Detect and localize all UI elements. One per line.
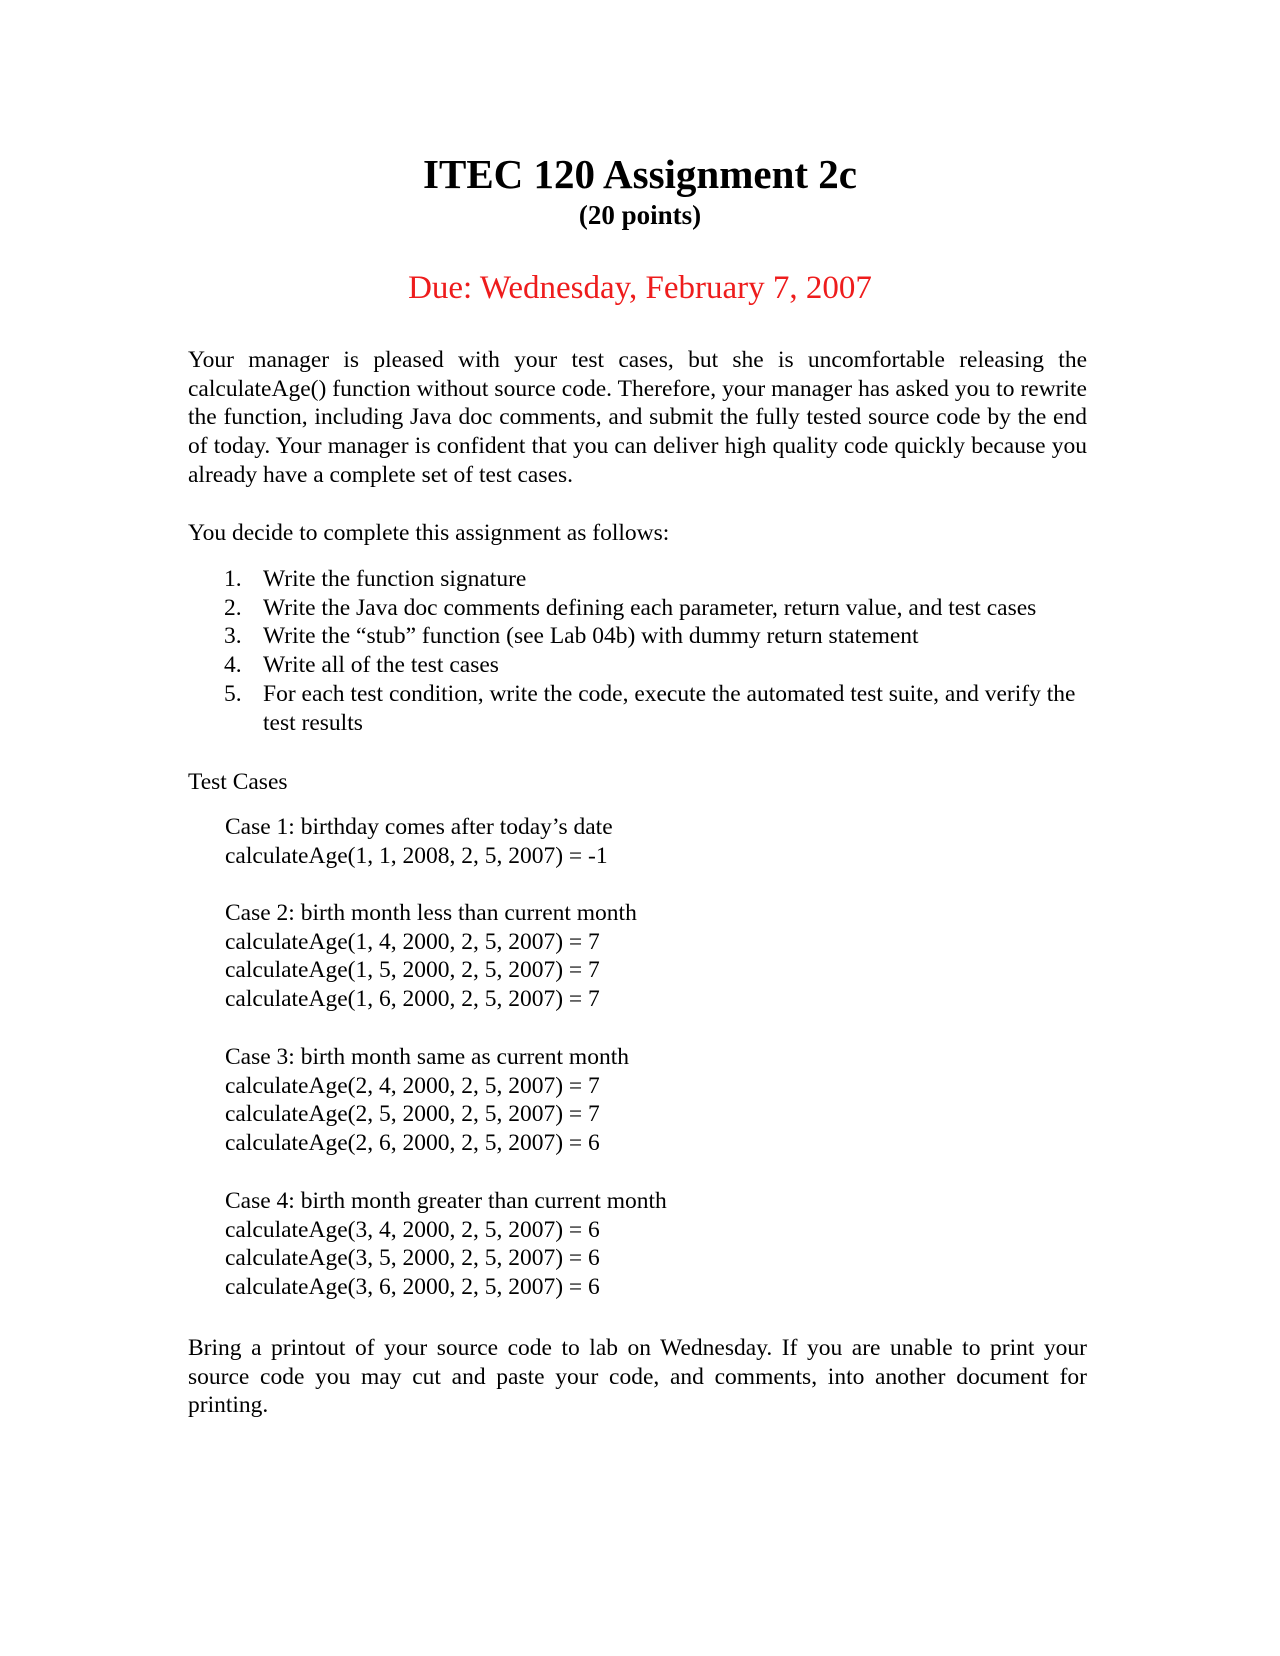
case-line: calculateAge(3, 5, 2000, 2, 5, 2007) = 6 — [225, 1245, 600, 1272]
test-cases-heading: Test Cases — [188, 769, 288, 795]
case-line: calculateAge(1, 5, 2000, 2, 5, 2007) = 7 — [225, 957, 600, 984]
step-number: 2. — [224, 594, 242, 621]
case-heading: Case 4: birth month greater than current month — [225, 1188, 667, 1214]
step-text: Write the Java doc comments defining each parameter, return value, and test cases — [263, 594, 1037, 621]
step-number: 5. — [224, 680, 242, 707]
case-heading: Case 3: birth month same as current month — [225, 1044, 629, 1070]
step-text: Write all of the test cases — [263, 652, 499, 679]
case-line: calculateAge(2, 6, 2000, 2, 5, 2007) = 6 — [225, 1130, 600, 1157]
step-item — [188, 594, 1088, 623]
intro-paragraph: Your manager is pleased with your test cases, but she is uncomfortable releasing the calculateAge() function without source code. Therefore, your manager has asked you to rewrite the function, including Java doc comments, and submit the fully tested source code by the end of today. Your manager is confident that you can deliver high quality code quickly because you already have a complete set of test cases. — [188, 347, 1087, 488]
closing-paragraph: Bring a printout of your source code to lab on Wednesday. If you are unable to print your source code you may cut and paste your code, and comments, into another document for printing. — [188, 1335, 1087, 1419]
decide-paragraph: You decide to complete this assignment as follows: — [188, 520, 670, 546]
step-number: 1. — [224, 566, 242, 592]
case-line: calculateAge(1, 4, 2000, 2, 5, 2007) = 7 — [225, 928, 600, 955]
test-case-1 — [225, 813, 613, 870]
case-line: calculateAge(2, 5, 2000, 2, 5, 2007) = 7 — [225, 1101, 600, 1128]
points-subtitle: (20 points) — [578, 200, 702, 230]
page-title: ITEC 120 Assignment 2c — [423, 151, 857, 197]
due-date: Due: Wednesday, February 7, 2007 — [408, 270, 872, 306]
test-case-2 — [225, 899, 637, 1014]
step-item — [188, 622, 1088, 651]
step-text: Write the “stub” function (see Lab 04b) with dummy return statement — [263, 623, 919, 650]
case-line: calculateAge(3, 4, 2000, 2, 5, 2007) = 6 — [225, 1216, 600, 1243]
step-number: 3. — [224, 623, 242, 650]
case-heading: Case 2: birth month less than current month — [225, 900, 637, 926]
case-line: calculateAge(2, 4, 2000, 2, 5, 2007) = 7 — [225, 1072, 600, 1099]
step-text: For each test condition, write the code, execute the automated test suite, and verify the test results — [263, 680, 1076, 736]
test-case-4 — [225, 1187, 667, 1302]
step-item — [188, 565, 1088, 594]
case-heading: Case 1: birthday comes after today’s date — [225, 814, 613, 840]
step-item — [188, 680, 1088, 737]
case-line: calculateAge(1, 6, 2000, 2, 5, 2007) = 7 — [225, 986, 600, 1013]
test-case-3 — [225, 1043, 629, 1158]
steps-list — [188, 565, 1088, 737]
step-item — [188, 651, 1088, 680]
case-line: calculateAge(1, 1, 2008, 2, 5, 2007) = -1 — [225, 842, 608, 869]
step-number: 4. — [224, 652, 242, 679]
case-line: calculateAge(3, 6, 2000, 2, 5, 2007) = 6 — [225, 1274, 600, 1301]
step-text: Write the function signature — [263, 566, 527, 592]
